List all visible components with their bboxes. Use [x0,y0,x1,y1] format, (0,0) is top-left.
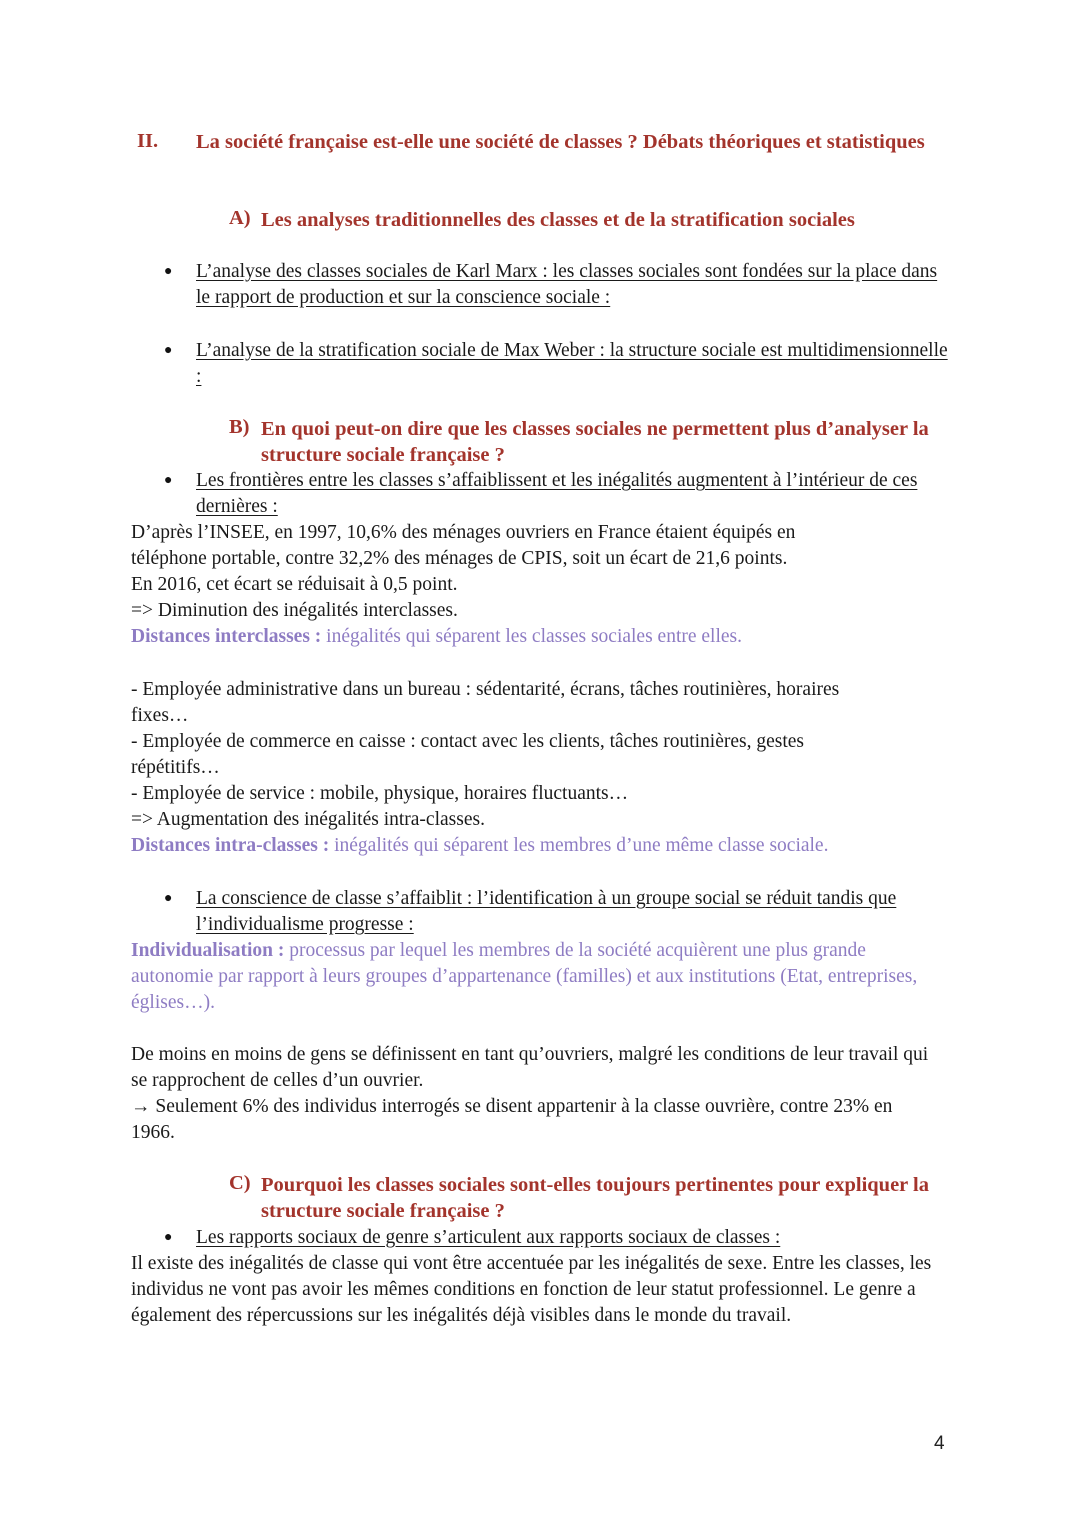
definition-term: Distances interclasses : [131,626,322,647]
subsection-a-letter: A) [229,207,251,229]
workers-statistic: → Seulement 6% des individus interrogés se disent appartenir à la classe ouvrière, contre 23% en 1966. [131,1096,893,1143]
definition-intra-classes [131,833,951,859]
insee-line: D’après l’INSEE, en 1997, 10,6% des ménages ouvriers en France étaient équipés en [131,522,796,543]
definition-interclasses [131,624,951,650]
subsection-b-letter: B) [229,416,250,438]
definition-body: inégalités qui séparent les classes sociales entre elles. [321,626,743,647]
bullet-conscience: La conscience de classe s’affaiblit : l’identification à un groupe social se réduit tandis que l’individualisme progresse : [196,888,897,935]
employee-line: fixes… [131,705,189,726]
employee-line: - Employée administrative dans un bureau : sédentarité, écrans, tâches routinières, horaires [131,679,840,700]
bullet-frontieres: Les frontières entre les classes s’affaiblissent et les inégalités augmentent à l’intérieur de ces dernières : [196,470,918,517]
bullet-icon: ● [164,343,173,358]
bullet-icon: ● [164,891,173,906]
definition-body: inégalités qui séparent les membres d’une même classe sociale. [329,835,829,856]
subsection-a-title: Les analyses traditionnelles des classes et de la stratification sociales [261,209,855,231]
insee-conclusion: => Diminution des inégalités interclasses. [131,600,458,621]
insee-line: téléphone portable, contre 32,2% des ménages de CPIS, soit un écart de 21,6 points. [131,548,788,569]
definition-individualisation [131,938,936,1016]
section-number: II. [137,130,159,152]
page-number: 4 [934,1433,945,1454]
bullet-marx: L’analyse des classes sociales de Karl Marx : les classes sociales sont fondées sur la place dans le rapport de production et sur la conscience sociale : [196,261,938,308]
section-title: La société française est-elle une société de classes ? Débats théoriques et statistiques [196,131,925,153]
bullet-icon: ● [164,1230,173,1245]
employee-line: - Employée de commerce en caisse : contact avec les clients, tâches routinières, gestes [131,731,805,752]
bullet-icon: ● [164,264,173,279]
definition-body: processus par lequel les membres de la société acquièrent une plus grande autonomie par rapport à leurs groupes d’appartenance (familles) et aux institutions (Etat, entreprises, églises…). [131,940,918,1013]
workers-paragraph: De moins en moins de gens se définissent en tant qu’ouvriers, malgré les conditions de leur travail qui se rapprochent de celles d’un ouvrier. [131,1044,929,1091]
genre-paragraph: Il existe des inégalités de classe qui vont être accentuée par les inégalités de sexe. Entre les classes, les individus ne vont pas avoir les mêmes conditions en fonction de leur statut professionnel. Le genre a également des répercussions sur les inégalités déjà visibles dans le monde du travail. [131,1253,932,1326]
employee-line: - Employée de service : mobile, physique, horaires fluctuants… [131,783,629,804]
subsection-b-title: En quoi peut-on dire que les classes sociales ne permettent plus d’analyser la structure sociale française ? [261,418,929,466]
bullet-icon: ● [164,473,173,488]
bullet-genre: Les rapports sociaux de genre s’articulent aux rapports sociaux de classes : [196,1227,781,1248]
employee-conclusion: => Augmentation des inégalités intra-classes. [131,809,485,830]
subsection-c-title: Pourquoi les classes sociales sont-elles toujours pertinentes pour expliquer la structure sociale française ? [261,1174,929,1222]
bullet-weber: L’analyse de la stratification sociale de Max Weber : la structure sociale est multidimensionnelle : [196,340,948,387]
insee-line: En 2016, cet écart se réduisait à 0,5 point. [131,574,458,595]
subsection-c-letter: C) [229,1172,251,1194]
definition-term: Distances intra-classes : [131,835,330,856]
definition-term: Individualisation : [131,940,285,961]
employee-line: répétitifs… [131,757,220,778]
